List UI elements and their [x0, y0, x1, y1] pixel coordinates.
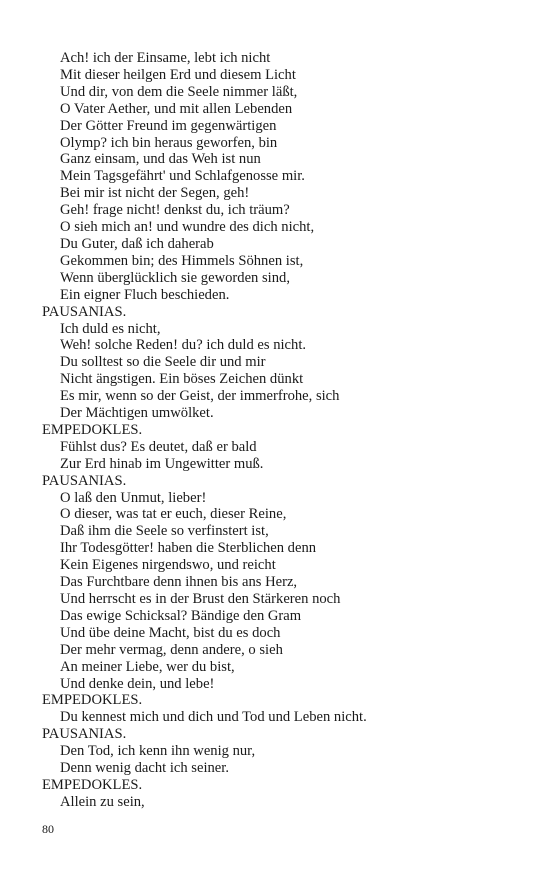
speaker-name: EMPEDOKLES. [42, 421, 143, 438]
verse-line: Nicht ängstigen. Ein böses Zeichen dünkt [60, 371, 304, 388]
verse-line: Und übe deine Macht, bist du es doch [60, 624, 281, 641]
verse-line: Weh! solche Reden! du? ich duld es nicht. [60, 337, 307, 354]
verse-line: Und denke dein, und lebe! [60, 675, 215, 692]
speaker-name: PAUSANIAS. [42, 472, 127, 489]
verse-line: Zur Erd hinab im Ungewitter muß. [60, 455, 264, 472]
verse-line: An meiner Liebe, wer du bist, [60, 658, 235, 675]
verse-line: Ach! ich der Einsame, lebt ich nicht [60, 50, 271, 66]
verse-line: Mit dieser heilgen Erd und diesem Licht [60, 66, 296, 83]
verse-line: Der Götter Freund im gegenwärtigen [60, 117, 277, 134]
speaker-name: PAUSANIAS. [42, 303, 127, 320]
verse-line: Geh! frage nicht! denkst du, ich träum? [60, 202, 290, 219]
verse-line: Kein Eigenes nirgendswo, und reicht [60, 557, 276, 574]
page-number: 80 [42, 822, 54, 836]
verse-line: Bei mir ist nicht der Segen, geh! [60, 185, 250, 202]
verse-line: Denn wenig dacht ich seiner. [60, 760, 229, 777]
verse-line: Du kennest mich und dich und Tod und Leben nicht. [60, 709, 367, 726]
verse-line: Das Furchtbare denn ihnen bis ans Herz, [60, 574, 298, 591]
verse-line: Den Tod, ich kenn ihn wenig nur, [60, 743, 256, 760]
verse-line: Ich duld es nicht, [60, 320, 161, 337]
verse-line: Olymp? ich bin heraus geworfen, bin [60, 134, 278, 151]
verse-line: Mein Tagsgefährt' und Schlafgenosse mir. [60, 168, 305, 185]
verse-line: O dieser, was tat er euch, dieser Reine, [60, 506, 287, 523]
verse-line: Du Guter, daß ich daherab [60, 235, 214, 252]
verse-line: Ein eigner Fluch beschieden. [60, 286, 230, 303]
verse-line: O Vater Aether, und mit allen Lebenden [60, 100, 293, 117]
verse-line: Und dir, von dem die Seele nimmer läßt, [60, 83, 298, 100]
verse-text-block [42, 50, 512, 811]
verse-line: Ihr Todesgötter! haben die Sterblichen denn [60, 540, 317, 557]
speaker-name: EMPEDOKLES. [42, 776, 143, 793]
verse-line: Und herrscht es in der Brust den Stärkeren noch [60, 591, 341, 607]
verse-line: Allein zu sein, [60, 793, 145, 810]
speaker-name: PAUSANIAS. [42, 726, 127, 743]
verse-line: Das ewige Schicksal? Bändige den Gram [60, 607, 302, 624]
verse-line: Daß ihm die Seele so verfinstert ist, [60, 523, 269, 540]
speaker-name: EMPEDOKLES. [42, 692, 143, 709]
verse-line: Du solltest so die Seele dir und mir [60, 354, 266, 371]
verse-line: Gekommen bin; des Himmels Söhnen ist, [60, 252, 304, 269]
verse-line: Ganz einsam, und das Weh ist nun [60, 151, 261, 168]
verse-line: O sieh mich an! und wundre des dich nicht, [60, 219, 315, 236]
verse-line: Der Mächtigen umwölket. [60, 405, 214, 422]
verse-line: Der mehr vermag, denn andere, o sieh [60, 641, 283, 658]
verse-line: Es mir, wenn so der Geist, der immerfrohe, sich [60, 388, 340, 405]
verse-line: Wenn überglücklich sie geworden sind, [60, 269, 290, 286]
verse-line: Fühlst dus? Es deutet, daß er bald [60, 438, 257, 455]
verse-line: O laß den Unmut, lieber! [60, 489, 207, 506]
